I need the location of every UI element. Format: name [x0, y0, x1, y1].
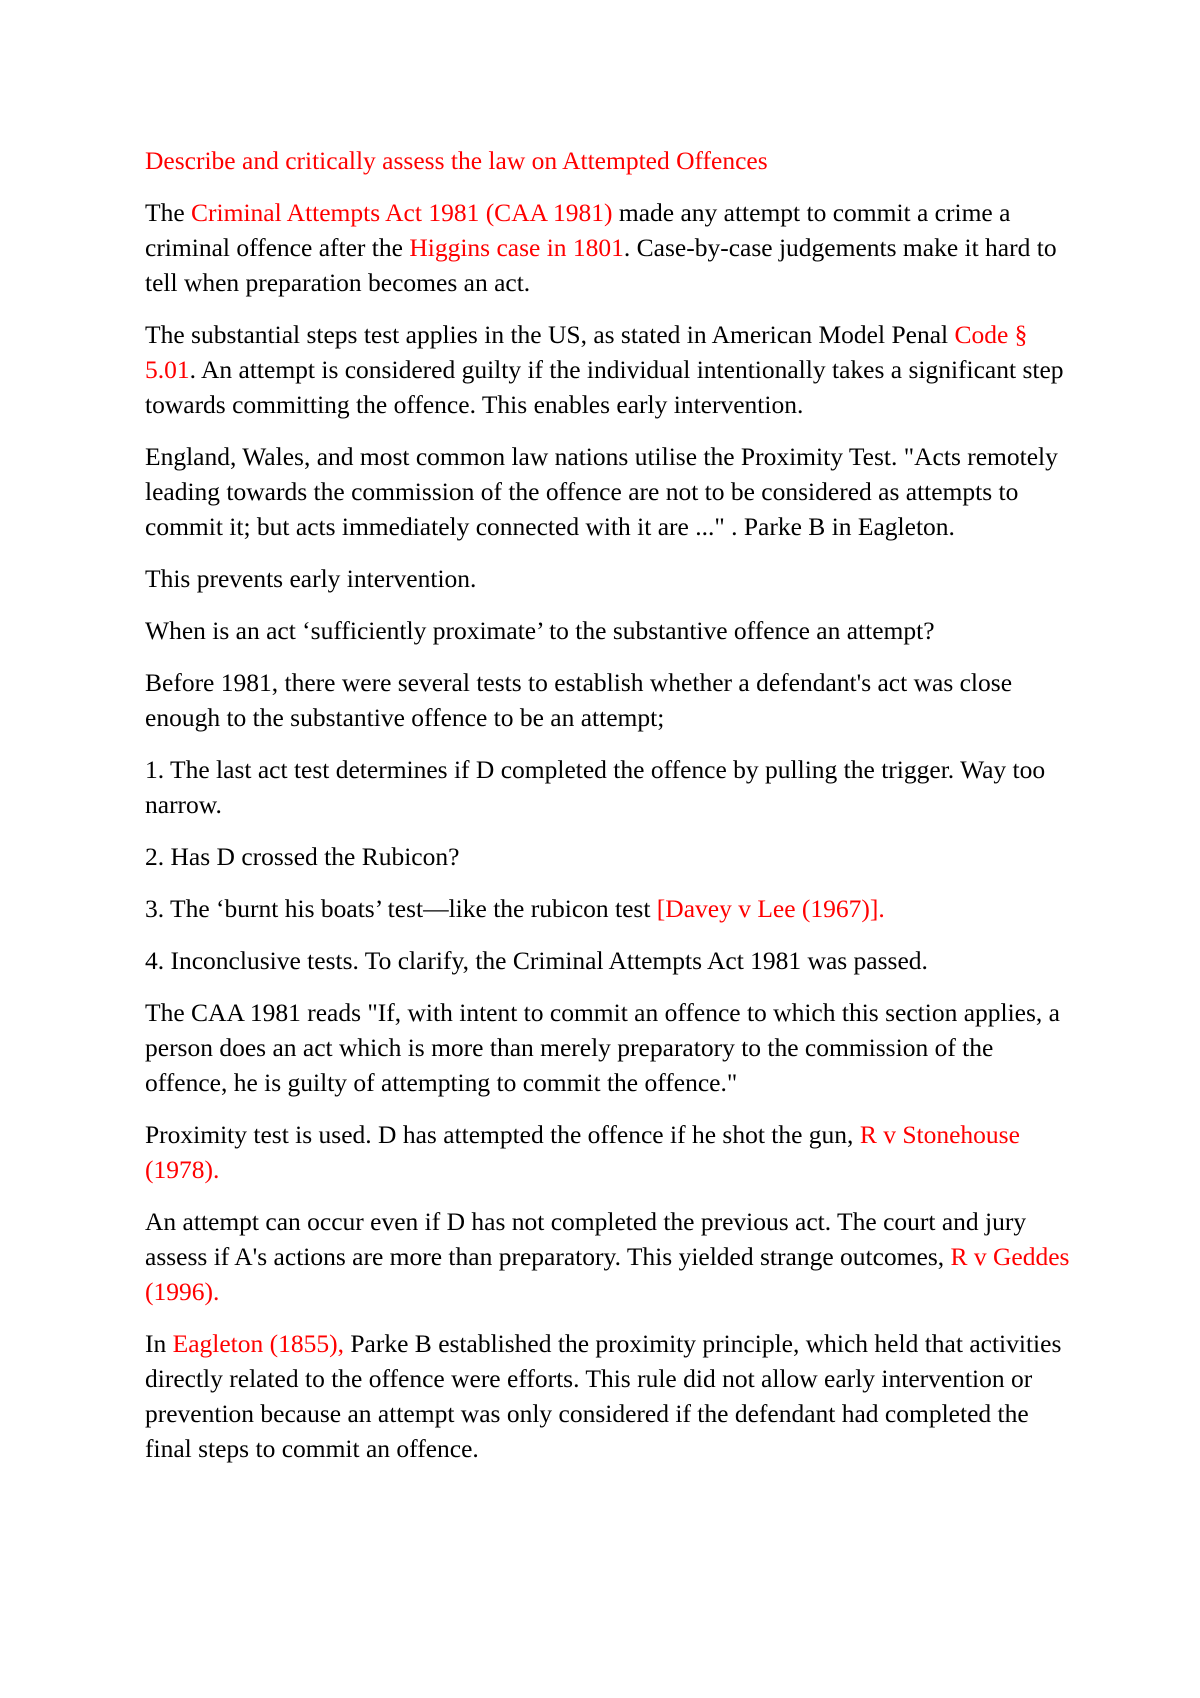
- paragraph-geddes: [145, 1204, 1075, 1309]
- paragraph-question: When is an act ‘sufficiently proximate’ to the substantive offence an attempt?: [145, 616, 935, 645]
- list-item-2: 2. Has D crossed the Rubicon?: [145, 842, 460, 871]
- text-run: An attempt can occur even if D has not completed the previous act. The court and jury assess if A's actions are more than preparatory. This yielded strange outcomes,: [145, 1207, 1027, 1271]
- case-reference-caa: Criminal Attempts Act 1981 (CAA 1981): [191, 198, 613, 227]
- text-run: Proximity test is used. D has attempted the offence if he shot the gun,: [145, 1120, 860, 1149]
- list-item-1: 1. The last act test determines if D completed the offence by pulling the trigger. Way too narrow.: [145, 755, 1046, 819]
- list-item-4: 4. Inconclusive tests. To clarify, the Criminal Attempts Act 1981 was passed.: [145, 946, 928, 975]
- document-title: [145, 143, 1075, 178]
- title-text: Describe and critically assess the law on Attempted Offences: [145, 146, 768, 175]
- paragraph-stonehouse: [145, 1117, 1075, 1187]
- text-run: Parke B established the proximity principle, which held that activities directly related to the offence were efforts. This rule did not allow early intervention or prevention because an attempt was only considered if the defendant had completed the final steps to commit an offence.: [145, 1329, 1062, 1463]
- text-run: made any attempt to commit a crime a criminal offence after the: [145, 198, 1011, 262]
- paragraph-proximity-test: England, Wales, and most common law nations utilise the Proximity Test. "Acts remotely leading towards the commission of the offence are not to be considered as attempts to commit it; but acts immediately connected with it are ..." . Parke B in Eagleton.: [145, 442, 1058, 541]
- paragraph-substantial-steps: [145, 317, 1075, 422]
- case-reference-stonehouse: R v Stonehouse (1978).: [145, 1120, 1020, 1184]
- case-reference-geddes: R v Geddes (1996).: [145, 1242, 1070, 1306]
- paragraph-caa-quote: The CAA 1981 reads "If, with intent to commit an offence to which this section applies, a person does an act which is more than merely preparatory to the commission of the offence, he is guilty of attempting to commit the offence.": [145, 998, 1060, 1097]
- paragraph-before-1981: Before 1981, there were several tests to establish whether a defendant's act was close enough to the substantive offence to be an attempt;: [145, 668, 1013, 732]
- text-run: . Case-by-case judgements make it hard to tell when preparation becomes an act.: [145, 233, 1057, 297]
- document-page: [145, 143, 1075, 1483]
- case-reference-higgins: Higgins case in 1801: [409, 233, 624, 262]
- paragraph-early-intervention: This prevents early intervention.: [145, 564, 477, 593]
- paragraph-eagleton: [145, 1326, 1075, 1466]
- text-run: 3. The ‘burnt his boats’ test—like the rubicon test: [145, 894, 657, 923]
- text-run: The substantial steps test applies in the US, as stated in American Model Penal: [145, 320, 955, 349]
- case-reference-davey: [Davey v Lee (1967)].: [656, 894, 885, 923]
- text-run: In: [145, 1329, 173, 1358]
- text-run: The: [145, 198, 192, 227]
- paragraph-caa-intro: [145, 195, 1075, 300]
- case-reference-eagleton: Eagleton (1855),: [172, 1329, 344, 1358]
- list-item-3: [145, 891, 1075, 926]
- text-run: . An attempt is considered guilty if the individual intentionally takes a significant step towards committing the offence. This enables early intervention.: [145, 355, 1064, 419]
- case-reference-code: Code § 5.01: [145, 320, 1028, 384]
